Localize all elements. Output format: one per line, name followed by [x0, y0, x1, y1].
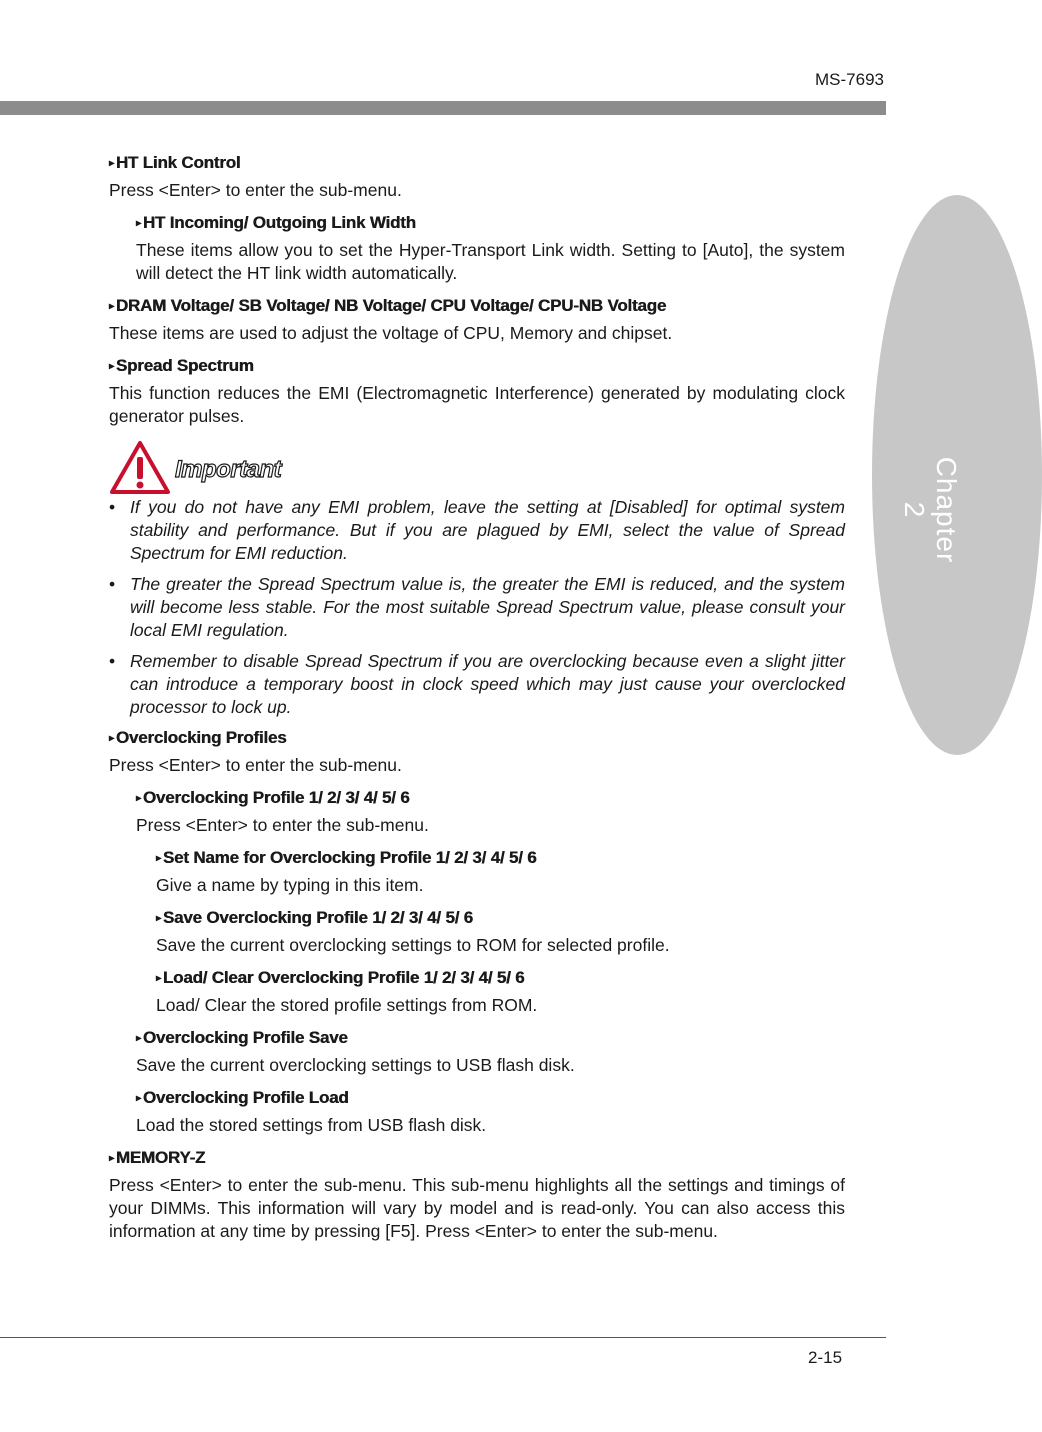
section-description: Give a name by typing in this item.: [156, 875, 424, 895]
section-heading: ▸ Overclocking Profile Save: [136, 1028, 348, 1047]
section-heading: ▸ Overclocking Profile 1/ 2/ 3/ 4/ 5/ 6: [136, 788, 410, 807]
section-description: Press <Enter> to enter the sub-menu.: [136, 815, 429, 835]
important-list: [109, 496, 845, 719]
list-item: • If you do not have any EMI problem, leave the setting at [Disabled] for optimal system stability and performance. But if you are plagued by EMI, select the value of Spread Spectrum for EMI reduction.: [109, 497, 845, 563]
triangle-right-icon: ▸: [109, 733, 114, 744]
section-heading: ▸ DRAM Voltage/ SB Voltage/ NB Voltage/ CPU Voltage/ CPU-NB Voltage: [109, 296, 667, 315]
list-item: • The greater the Spread Spectrum value is, the greater the EMI is reduced, and the system will become less stable. For the most suitable Spread Spectrum value, please consult your local EMI regulation.: [109, 574, 845, 640]
page-number: 2-15: [808, 1348, 843, 1367]
section-heading: ▸ Overclocking Profile Load: [136, 1088, 349, 1107]
section-description: These items are used to adjust the voltage of CPU, Memory and chipset.: [109, 323, 673, 343]
section-description: Load the stored settings from USB flash disk.: [136, 1115, 487, 1135]
triangle-right-icon: ▸: [136, 1093, 141, 1104]
model-number: MS-7693: [815, 70, 884, 89]
list-item: • Remember to disable Spread Spectrum if you are overclocking because even a slight jitter can introduce a temporary boost in clock speed which may just cause your overclocked processor to lock up.: [109, 651, 845, 717]
section-description: These items allow you to set the Hyper-Transport Link width. Setting to [Auto], the system will detect the HT link width automatically.: [136, 240, 845, 283]
important-label: Important: [175, 456, 282, 483]
section-heading: ▸ HT Incoming/ Outgoing Link Width: [136, 213, 416, 232]
triangle-right-icon: ▸: [109, 158, 114, 169]
triangle-right-icon: ▸: [156, 853, 161, 864]
section-heading: ▸ MEMORY-Z: [109, 1148, 206, 1167]
triangle-right-icon: ▸: [109, 1153, 114, 1164]
section-description: This function reduces the EMI (Electromagnetic Interference) generated by modulating clock generator pulses.: [109, 383, 845, 426]
footer-rule: [0, 1337, 886, 1338]
section-description: Save the current overclocking settings to ROM for selected profile.: [156, 935, 670, 955]
section-description: Press <Enter> to enter the sub-menu. This sub-menu highlights all the settings and timings of your DIMMs. This information will vary by model and is read-only. You can also access this information at any time by pressing [F5]. Press <Enter> to enter the sub-menu.: [109, 1175, 845, 1241]
triangle-right-icon: ▸: [109, 301, 114, 312]
warning-triangle-icon: [109, 440, 171, 496]
section-heading: ▸ Load/ Clear Overclocking Profile 1/ 2/ 3/ 4/ 5/ 6: [156, 968, 525, 987]
triangle-right-icon: ▸: [136, 793, 141, 804]
header-bar: [0, 101, 886, 115]
section-heading: ▸ Save Overclocking Profile 1/ 2/ 3/ 4/ 5/ 6: [156, 908, 473, 927]
triangle-right-icon: ▸: [109, 361, 114, 372]
chapter-tab-label: Chapter 2: [899, 456, 962, 564]
section-heading: ▸ Overclocking Profiles: [109, 728, 287, 747]
section-description: Save the current overclocking settings to USB flash disk.: [136, 1055, 575, 1075]
section-description: Load/ Clear the stored profile settings from ROM.: [156, 995, 538, 1015]
section-description: Press <Enter> to enter the sub-menu.: [109, 180, 402, 200]
triangle-right-icon: ▸: [136, 1033, 141, 1044]
triangle-right-icon: ▸: [136, 218, 141, 229]
page-content: [109, 152, 845, 1243]
section-heading: ▸ Set Name for Overclocking Profile 1/ 2/ 3/ 4/ 5/ 6: [156, 848, 537, 867]
triangle-right-icon: ▸: [156, 913, 161, 924]
section-heading: ▸ Spread Spectrum: [109, 356, 254, 375]
triangle-right-icon: ▸: [156, 973, 161, 984]
section-description: Press <Enter> to enter the sub-menu.: [109, 755, 402, 775]
important-notice: [109, 440, 845, 496]
section-heading: ▸ HT Link Control: [109, 153, 241, 172]
